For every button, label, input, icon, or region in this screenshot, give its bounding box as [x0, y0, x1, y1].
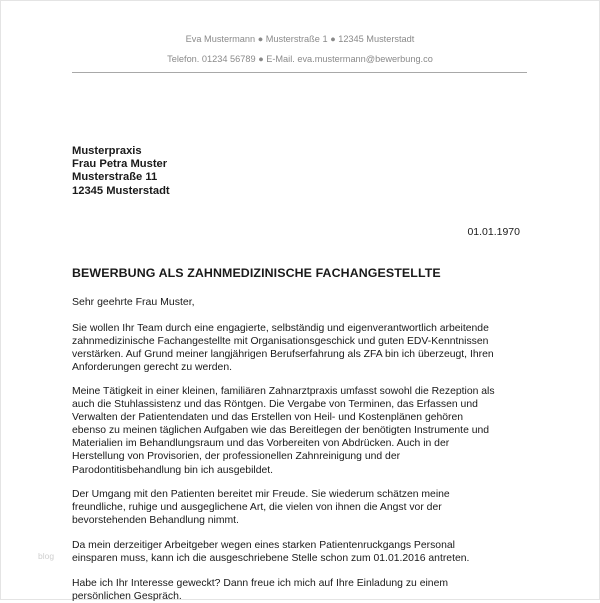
text-line: Habe ich Ihr Interesse geweckt? Dann freue ich mich auf Ihre Einladung zu einem [72, 578, 449, 589]
text-line: Verwalten der Patientendaten und das Erstellen von Heil- und Kostenplänen gehören [72, 412, 464, 424]
text-line: Parodontitisbehandlung bin ich ausgebildet. [72, 464, 274, 476]
recipient-line: 12345 Musterstadt [72, 184, 170, 197]
recipient-address [72, 145, 170, 198]
text-line: Meine Tätigkeit in einer kleinen, familiären Zahnarztpraxis umfasst sowohl die Rezeption als [72, 386, 495, 397]
text-line: freundliche, ruhige und ausgeglichene Art, die vielen von ihnen die Angst vor der [72, 502, 442, 514]
text-line: persönlichen Gespräch. [72, 591, 182, 603]
sender-contact: Telefon. 01234 56789 ● E-Mail. eva.mustermann@bewerbung.co [167, 54, 433, 64]
salutation: Sehr geehrte Frau Muster, [72, 296, 195, 308]
text-line: einsparen muss, kann ich die ausgeschriebene Stelle schon zum 01.01.2016 antreten. [72, 553, 470, 565]
recipient-line: Musterstraße 11 [72, 171, 158, 184]
letter-date: 01.01.1970 [467, 226, 520, 238]
header-divider [72, 72, 527, 73]
body-paragraph [72, 322, 532, 374]
text-line: Da mein derzeitiger Arbeitgeber wegen eines starken Patientenruckgangs Personal [72, 540, 455, 551]
body-paragraph [72, 385, 532, 477]
text-line: Sie wollen Ihr Team durch eine engagierte, selbständig und eigenverantwortlich arbeitende [72, 323, 489, 334]
text-line: bevorstehenden Behandlung nimmt. [72, 515, 239, 527]
text-line: Herstellung von Provisorien, der professionellen Zahnreinigung und der [72, 451, 401, 463]
recipient-line: Frau Petra Muster [72, 158, 168, 171]
letter-subject: BEWERBUNG ALS ZAHNMEDIZINISCHE FACHANGESTELLTE [72, 266, 441, 280]
sender-address: Eva Mustermann ● Musterstraße 1 ● 12345 Musterstadt [185, 34, 415, 44]
body-paragraph [72, 539, 532, 565]
text-line: auch die Stuhlassistenz und das Röntgen. Die Vergabe von Terminen, das Erfassen und [72, 399, 478, 411]
text-line: Der Umgang mit den Patienten bereitet mir Freude. Sie wiederum schätzen meine [72, 489, 450, 500]
recipient-line: Musterpraxis [72, 145, 142, 157]
text-line: zahnmedizinische Fachangestellte mit Organisationsgeschick und guten EDV-Kenntnissen [72, 336, 489, 348]
watermark: blog [38, 551, 55, 561]
text-line: Materialien im Behandlungsraum und das Vorbereiten von Abdrücken. Auch in der [72, 438, 450, 450]
body-paragraph [72, 577, 532, 603]
text-line: verstärken. Auf Grund meiner langjährigen Berufserfahrung als ZFA bin ich überzeugt, Ihren [72, 349, 494, 361]
text-line: ebenso zu meinen täglichen Aufgaben wie das Bereitlegen der benötigten Instrumente und [72, 425, 490, 437]
text-line: Anforderungen gerecht zu werden. [72, 362, 233, 374]
body-paragraph [72, 488, 532, 527]
